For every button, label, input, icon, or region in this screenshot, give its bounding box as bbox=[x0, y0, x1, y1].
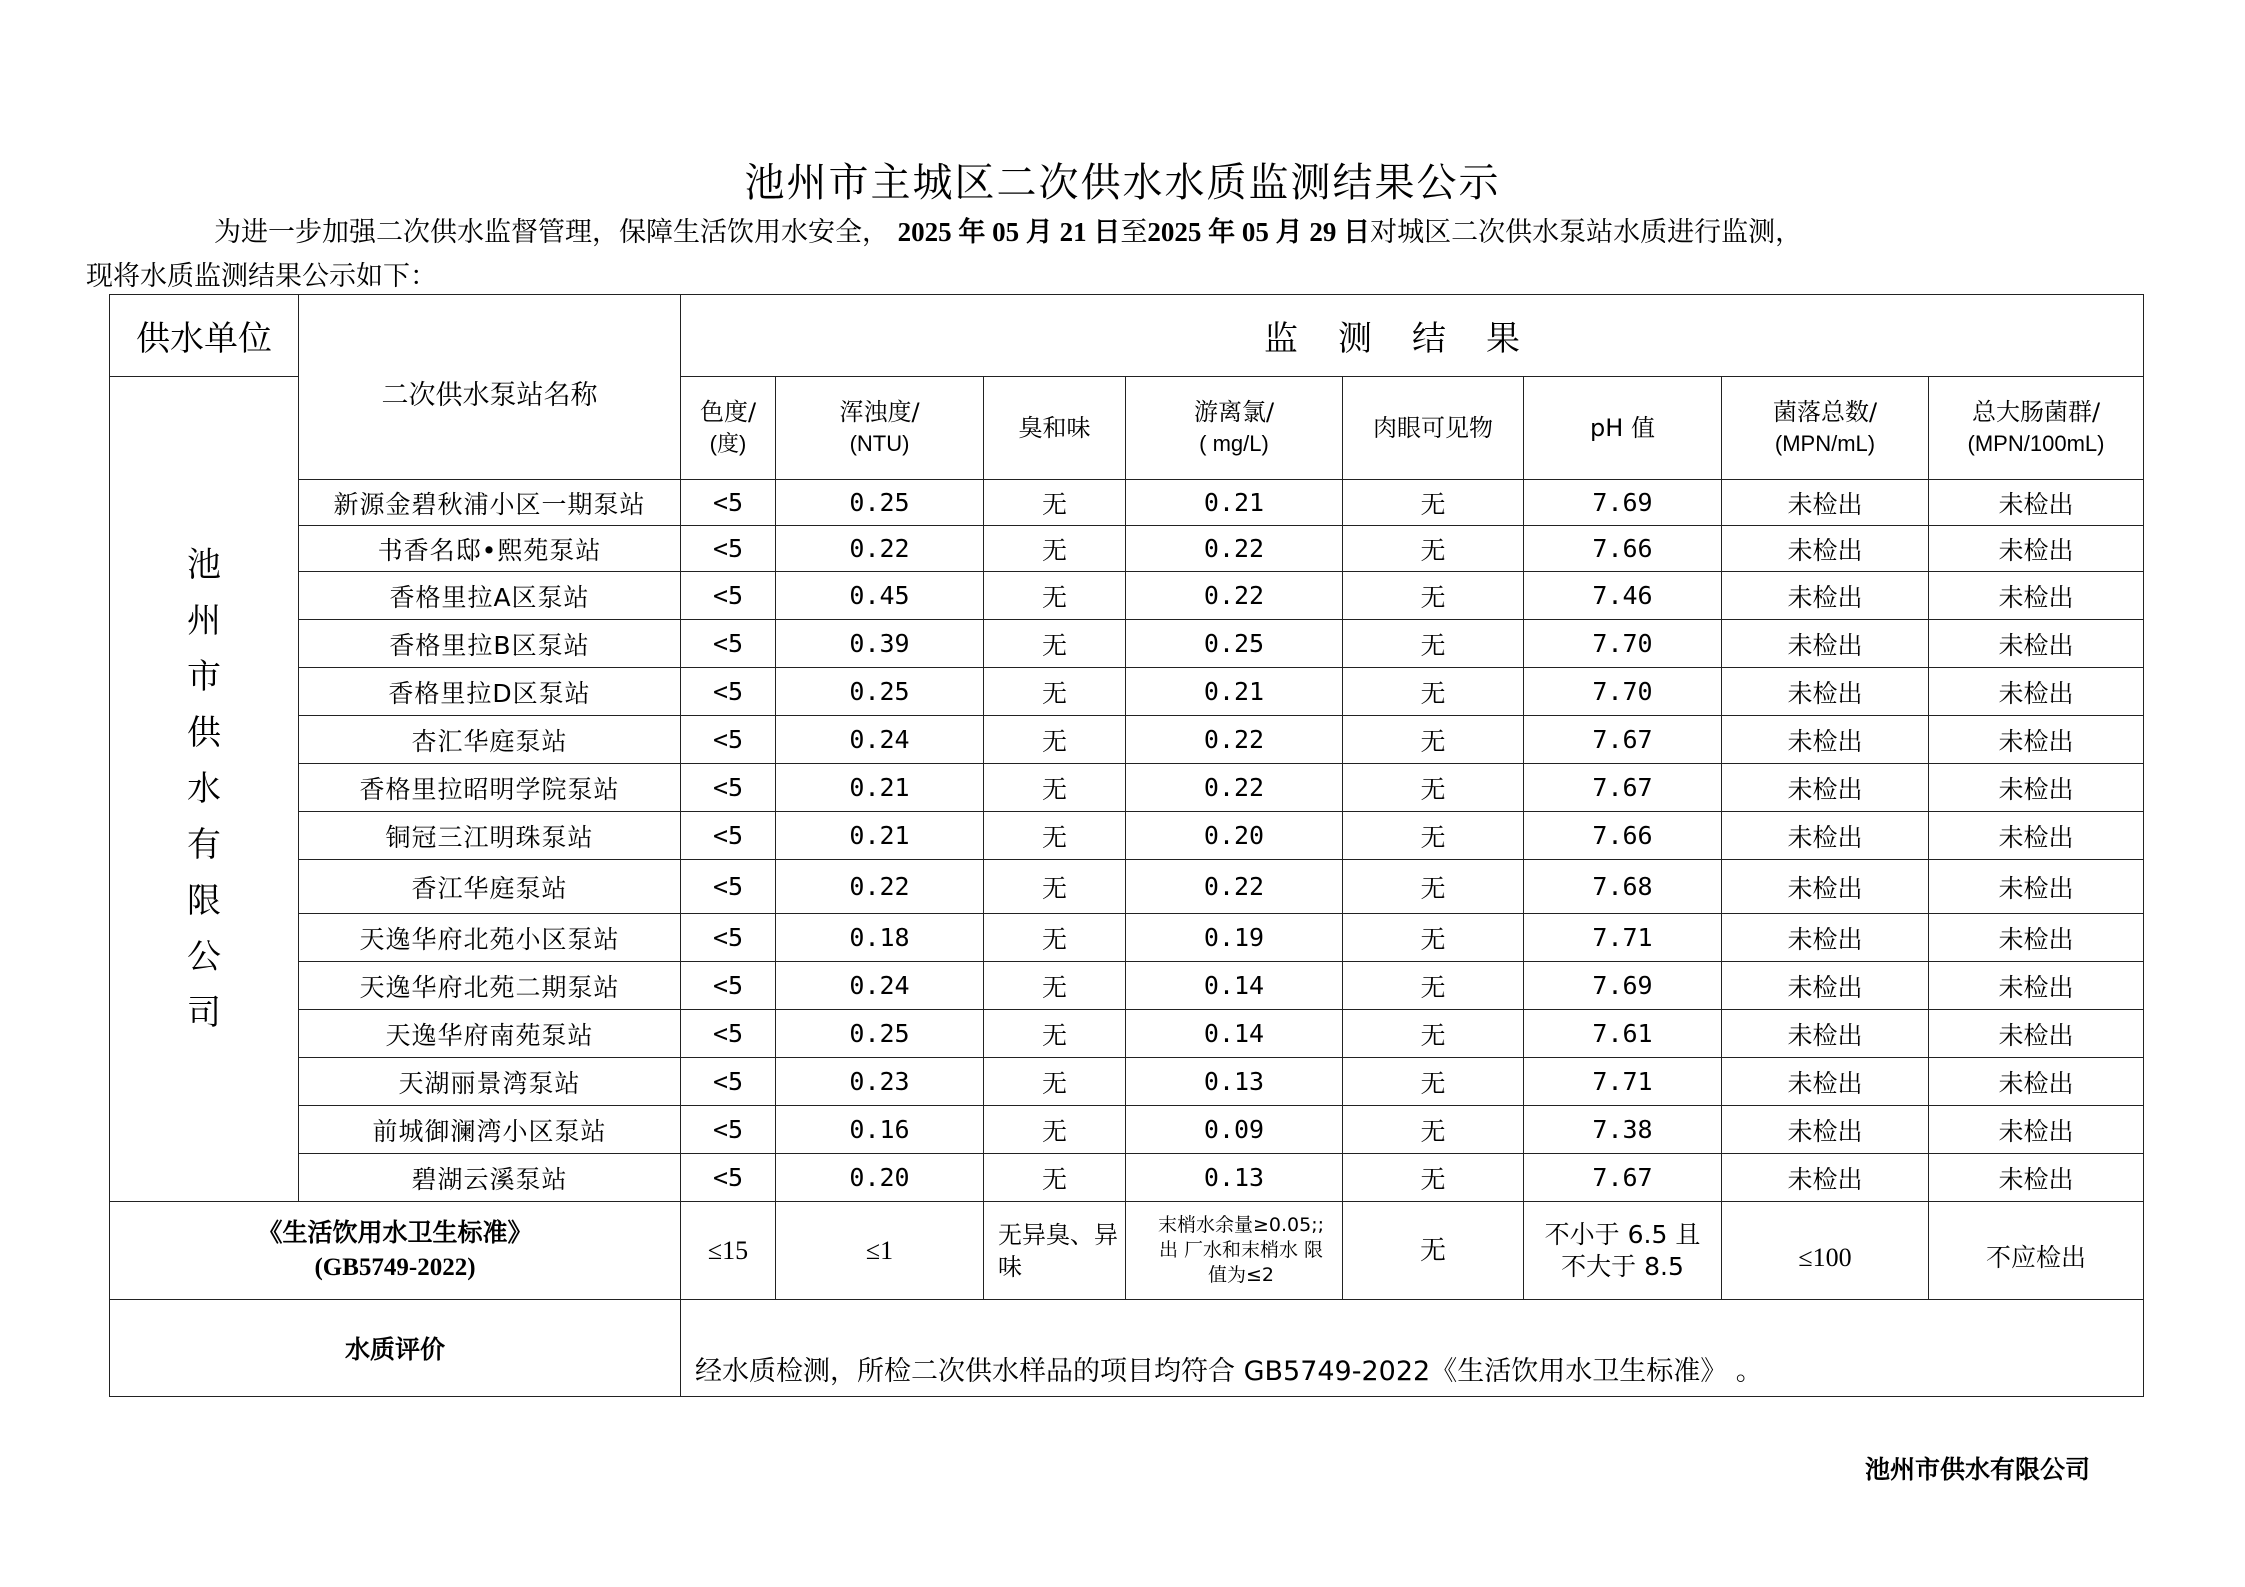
cell-station: 前城御澜湾小区泵站 bbox=[299, 1106, 681, 1154]
cell-bacteria: 未检出 bbox=[1722, 1058, 1929, 1106]
cell-coliform: 未检出 bbox=[1929, 962, 2144, 1010]
table-row bbox=[110, 860, 2144, 914]
standard-row bbox=[110, 1202, 2144, 1300]
table-row bbox=[110, 914, 2144, 962]
cell-ph: 7.67 bbox=[1524, 716, 1722, 764]
standard-bacteria: ≤100 bbox=[1722, 1202, 1929, 1300]
cell-bacteria: 未检出 bbox=[1722, 860, 1929, 914]
column-header-name: 浑浊度/ bbox=[839, 398, 920, 426]
column-header bbox=[1126, 377, 1343, 480]
cell-coliform: 未检出 bbox=[1929, 860, 2144, 914]
evaluation-text: 经水质检测，所检二次供水样品的项目均符合 GB5749-2022《生活饮用水卫生标准》 。 bbox=[681, 1300, 2144, 1397]
cell-coliform: 未检出 bbox=[1929, 716, 2144, 764]
intro-date-end: 2025 年 05 月 29 日 bbox=[1147, 217, 1371, 247]
evaluation-label: 水质评价 bbox=[110, 1300, 681, 1397]
standard-label bbox=[110, 1202, 681, 1300]
cell-bacteria: 未检出 bbox=[1722, 526, 1929, 572]
cell-bacteria: 未检出 bbox=[1722, 962, 1929, 1010]
cell-ph: 7.70 bbox=[1524, 620, 1722, 668]
cell-odor: 无 bbox=[984, 620, 1126, 668]
result-header: 监测结果 bbox=[681, 295, 2144, 377]
cell-odor: 无 bbox=[984, 572, 1126, 620]
evaluation-row bbox=[110, 1300, 2144, 1397]
cell-visible: 无 bbox=[1343, 716, 1524, 764]
cell-visible: 无 bbox=[1343, 526, 1524, 572]
column-header bbox=[1722, 377, 1929, 480]
standard-label-line2: (GB5749-2022) bbox=[314, 1253, 476, 1281]
cell-station: 香格里拉昭明学院泵站 bbox=[299, 764, 681, 812]
cell-station: 香格里拉B区泵站 bbox=[299, 620, 681, 668]
cell-color: <5 bbox=[681, 1010, 776, 1058]
cell-coliform: 未检出 bbox=[1929, 914, 2144, 962]
cell-station: 天逸华府北苑二期泵站 bbox=[299, 962, 681, 1010]
cell-ph: 7.71 bbox=[1524, 1058, 1722, 1106]
standard-odor-text: 无异臭、异味 bbox=[998, 1220, 1118, 1281]
cell-chlorine: 0.13 bbox=[1126, 1154, 1343, 1202]
footer-company: 池州市供水有限公司 bbox=[1864, 1455, 2090, 1484]
cell-odor: 无 bbox=[984, 1106, 1126, 1154]
column-header bbox=[984, 377, 1126, 480]
cell-odor: 无 bbox=[984, 716, 1126, 764]
cell-color: <5 bbox=[681, 668, 776, 716]
cell-color: <5 bbox=[681, 914, 776, 962]
cell-ph: 7.61 bbox=[1524, 1010, 1722, 1058]
cell-color: <5 bbox=[681, 764, 776, 812]
cell-chlorine: 0.13 bbox=[1126, 1058, 1343, 1106]
table-row bbox=[110, 668, 2144, 716]
intro-text-1: 为进一步加强二次供水监督管理，保障生活饮用水安全， bbox=[214, 217, 889, 248]
table-row bbox=[110, 1058, 2144, 1106]
cell-ph: 7.70 bbox=[1524, 668, 1722, 716]
cell-visible: 无 bbox=[1343, 860, 1524, 914]
cell-bacteria: 未检出 bbox=[1722, 812, 1929, 860]
intro-date-start: 2025 年 05 月 21 日 bbox=[897, 217, 1121, 247]
column-header-name: 菌落总数/ bbox=[1772, 398, 1878, 426]
cell-turbidity: 0.25 bbox=[776, 480, 984, 526]
column-header bbox=[681, 377, 776, 480]
cell-visible: 无 bbox=[1343, 1154, 1524, 1202]
standard-visible: 无 bbox=[1343, 1202, 1524, 1300]
table-row bbox=[110, 620, 2144, 668]
cell-color: <5 bbox=[681, 812, 776, 860]
intro-paragraph bbox=[86, 210, 2150, 299]
cell-ph: 7.46 bbox=[1524, 572, 1722, 620]
cell-odor: 无 bbox=[984, 914, 1126, 962]
cell-bacteria: 未检出 bbox=[1722, 1154, 1929, 1202]
column-header-unit: (MPN/mL) bbox=[1774, 431, 1876, 456]
cell-coliform: 未检出 bbox=[1929, 812, 2144, 860]
column-header-name: 肉眼可见物 bbox=[1373, 414, 1493, 442]
cell-coliform: 未检出 bbox=[1929, 1106, 2144, 1154]
table-row bbox=[110, 1010, 2144, 1058]
cell-turbidity: 0.39 bbox=[776, 620, 984, 668]
column-header-unit: (NTU) bbox=[849, 431, 910, 456]
standard-label-line1: 《生活饮用水卫生标准》 bbox=[257, 1219, 533, 1247]
cell-coliform: 未检出 bbox=[1929, 1010, 2144, 1058]
cell-coliform: 未检出 bbox=[1929, 480, 2144, 526]
cell-turbidity: 0.22 bbox=[776, 526, 984, 572]
table-row bbox=[110, 1106, 2144, 1154]
cell-bacteria: 未检出 bbox=[1722, 764, 1929, 812]
cell-odor: 无 bbox=[984, 1058, 1126, 1106]
cell-station: 香格里拉A区泵站 bbox=[299, 572, 681, 620]
cell-chlorine: 0.22 bbox=[1126, 526, 1343, 572]
cell-turbidity: 0.21 bbox=[776, 764, 984, 812]
cell-turbidity: 0.24 bbox=[776, 716, 984, 764]
cell-color: <5 bbox=[681, 1154, 776, 1202]
cell-visible: 无 bbox=[1343, 962, 1524, 1010]
cell-color: <5 bbox=[681, 860, 776, 914]
cell-turbidity: 0.16 bbox=[776, 1106, 984, 1154]
column-header-unit: (MPN/100mL) bbox=[1967, 431, 2105, 456]
column-header-name: 色度/ bbox=[699, 398, 757, 426]
standard-ph-line2: 不大于 8.5 bbox=[1561, 1251, 1684, 1281]
intro-text-3: 现将水质监测结果公示如下： bbox=[86, 261, 437, 292]
cell-bacteria: 未检出 bbox=[1722, 668, 1929, 716]
table-row bbox=[110, 572, 2144, 620]
cell-ph: 7.71 bbox=[1524, 914, 1722, 962]
cell-visible: 无 bbox=[1343, 480, 1524, 526]
cell-visible: 无 bbox=[1343, 572, 1524, 620]
cell-visible: 无 bbox=[1343, 764, 1524, 812]
column-header-name: 总大肠菌群/ bbox=[1971, 398, 2101, 426]
table-row bbox=[110, 480, 2144, 526]
standard-chlorine-line1: 末梢水余量≥0.05;; bbox=[1157, 1214, 1325, 1236]
cell-color: <5 bbox=[681, 572, 776, 620]
company-cell bbox=[110, 377, 299, 1202]
column-header-name: pH 值 bbox=[1590, 414, 1655, 442]
cell-station: 杏汇华庭泵站 bbox=[299, 716, 681, 764]
cell-ph: 7.69 bbox=[1524, 480, 1722, 526]
page-title: 池州市主城区二次供水水质监测结果公示 bbox=[744, 160, 1501, 206]
intro-mid: 至 bbox=[1120, 217, 1148, 248]
cell-visible: 无 bbox=[1343, 1010, 1524, 1058]
cell-ph: 7.66 bbox=[1524, 526, 1722, 572]
supplier-header: 供水单位 bbox=[110, 295, 299, 377]
cell-turbidity: 0.23 bbox=[776, 1058, 984, 1106]
cell-odor: 无 bbox=[984, 1154, 1126, 1202]
table-row bbox=[110, 812, 2144, 860]
cell-coliform: 未检出 bbox=[1929, 620, 2144, 668]
results-table bbox=[109, 294, 2144, 1397]
cell-turbidity: 0.18 bbox=[776, 914, 984, 962]
cell-color: <5 bbox=[681, 716, 776, 764]
cell-odor: 无 bbox=[984, 1010, 1126, 1058]
cell-ph: 7.38 bbox=[1524, 1106, 1722, 1154]
cell-bacteria: 未检出 bbox=[1722, 1106, 1929, 1154]
standard-coliform: 不应检出 bbox=[1929, 1202, 2144, 1300]
column-header bbox=[776, 377, 984, 480]
station-header: 二次供水泵站名称 bbox=[299, 295, 681, 480]
cell-color: <5 bbox=[681, 962, 776, 1010]
table-row bbox=[110, 764, 2144, 812]
column-header-unit: (度) bbox=[709, 431, 747, 456]
cell-visible: 无 bbox=[1343, 1106, 1524, 1154]
cell-turbidity: 0.45 bbox=[776, 572, 984, 620]
cell-bacteria: 未检出 bbox=[1722, 914, 1929, 962]
cell-coliform: 未检出 bbox=[1929, 572, 2144, 620]
cell-station: 天逸华府北苑小区泵站 bbox=[299, 914, 681, 962]
cell-turbidity: 0.20 bbox=[776, 1154, 984, 1202]
cell-bacteria: 未检出 bbox=[1722, 1010, 1929, 1058]
cell-chlorine: 0.19 bbox=[1126, 914, 1343, 962]
cell-station: 天湖丽景湾泵站 bbox=[299, 1058, 681, 1106]
standard-turbidity: ≤1 bbox=[776, 1202, 984, 1300]
cell-ph: 7.67 bbox=[1524, 1154, 1722, 1202]
column-header bbox=[1343, 377, 1524, 480]
cell-visible: 无 bbox=[1343, 620, 1524, 668]
cell-coliform: 未检出 bbox=[1929, 668, 2144, 716]
cell-odor: 无 bbox=[984, 764, 1126, 812]
intro-text-2: 对城区二次供水泵站水质进行监测， bbox=[1370, 217, 1803, 248]
cell-coliform: 未检出 bbox=[1929, 1058, 2144, 1106]
cell-color: <5 bbox=[681, 620, 776, 668]
table-row bbox=[110, 716, 2144, 764]
cell-visible: 无 bbox=[1343, 1058, 1524, 1106]
standard-ph-line1: 不小于 6.5 且 bbox=[1544, 1219, 1701, 1249]
cell-visible: 无 bbox=[1343, 668, 1524, 716]
cell-turbidity: 0.25 bbox=[776, 1010, 984, 1058]
standard-chlorine-line2: 出 厂水和末梢水 限 bbox=[1158, 1239, 1324, 1261]
standard-ph bbox=[1524, 1202, 1722, 1300]
cell-bacteria: 未检出 bbox=[1722, 480, 1929, 526]
cell-coliform: 未检出 bbox=[1929, 1154, 2144, 1202]
cell-turbidity: 0.22 bbox=[776, 860, 984, 914]
cell-ph: 7.66 bbox=[1524, 812, 1722, 860]
cell-odor: 无 bbox=[984, 480, 1126, 526]
cell-chlorine: 0.22 bbox=[1126, 764, 1343, 812]
cell-bacteria: 未检出 bbox=[1722, 620, 1929, 668]
cell-odor: 无 bbox=[984, 668, 1126, 716]
cell-odor: 无 bbox=[984, 812, 1126, 860]
cell-chlorine: 0.22 bbox=[1126, 716, 1343, 764]
cell-chlorine: 0.20 bbox=[1126, 812, 1343, 860]
cell-turbidity: 0.24 bbox=[776, 962, 984, 1010]
cell-visible: 无 bbox=[1343, 914, 1524, 962]
cell-color: <5 bbox=[681, 526, 776, 572]
company-name: 池州市供水有限公司 bbox=[187, 545, 221, 1033]
cell-chlorine: 0.14 bbox=[1126, 1010, 1343, 1058]
cell-color: <5 bbox=[681, 1106, 776, 1154]
cell-ph: 7.68 bbox=[1524, 860, 1722, 914]
cell-odor: 无 bbox=[984, 526, 1126, 572]
standard-odor bbox=[984, 1202, 1126, 1300]
cell-station: 香江华庭泵站 bbox=[299, 860, 681, 914]
cell-ph: 7.67 bbox=[1524, 764, 1722, 812]
cell-odor: 无 bbox=[984, 962, 1126, 1010]
cell-turbidity: 0.25 bbox=[776, 668, 984, 716]
cell-station: 碧湖云溪泵站 bbox=[299, 1154, 681, 1202]
cell-coliform: 未检出 bbox=[1929, 764, 2144, 812]
cell-color: <5 bbox=[681, 1058, 776, 1106]
cell-chlorine: 0.22 bbox=[1126, 860, 1343, 914]
cell-odor: 无 bbox=[984, 860, 1126, 914]
cell-chlorine: 0.21 bbox=[1126, 668, 1343, 716]
cell-visible: 无 bbox=[1343, 812, 1524, 860]
standard-color: ≤15 bbox=[681, 1202, 776, 1300]
table-row bbox=[110, 962, 2144, 1010]
column-header bbox=[1929, 377, 2144, 480]
cell-station: 新源金碧秋浦小区一期泵站 bbox=[299, 480, 681, 526]
column-header-name: 臭和味 bbox=[1018, 414, 1091, 442]
cell-color: <5 bbox=[681, 480, 776, 526]
cell-bacteria: 未检出 bbox=[1722, 716, 1929, 764]
cell-ph: 7.69 bbox=[1524, 962, 1722, 1010]
table-row bbox=[110, 526, 2144, 572]
cell-turbidity: 0.21 bbox=[776, 812, 984, 860]
cell-station: 书香名邸•熙苑泵站 bbox=[299, 526, 681, 572]
cell-chlorine: 0.14 bbox=[1126, 962, 1343, 1010]
cell-chlorine: 0.21 bbox=[1126, 480, 1343, 526]
cell-station: 铜冠三江明珠泵站 bbox=[299, 812, 681, 860]
cell-station: 香格里拉D区泵站 bbox=[299, 668, 681, 716]
column-header-unit: ( mg/L) bbox=[1199, 431, 1269, 456]
standard-chlorine bbox=[1126, 1202, 1343, 1300]
standard-chlorine-line3: 值为≤2 bbox=[1207, 1264, 1274, 1286]
cell-chlorine: 0.22 bbox=[1126, 572, 1343, 620]
cell-station: 天逸华府南苑泵站 bbox=[299, 1010, 681, 1058]
cell-bacteria: 未检出 bbox=[1722, 572, 1929, 620]
table-row bbox=[110, 1154, 2144, 1202]
column-header-name: 游离氯/ bbox=[1193, 398, 1275, 426]
column-header bbox=[1524, 377, 1722, 480]
cell-chlorine: 0.25 bbox=[1126, 620, 1343, 668]
cell-coliform: 未检出 bbox=[1929, 526, 2144, 572]
cell-chlorine: 0.09 bbox=[1126, 1106, 1343, 1154]
